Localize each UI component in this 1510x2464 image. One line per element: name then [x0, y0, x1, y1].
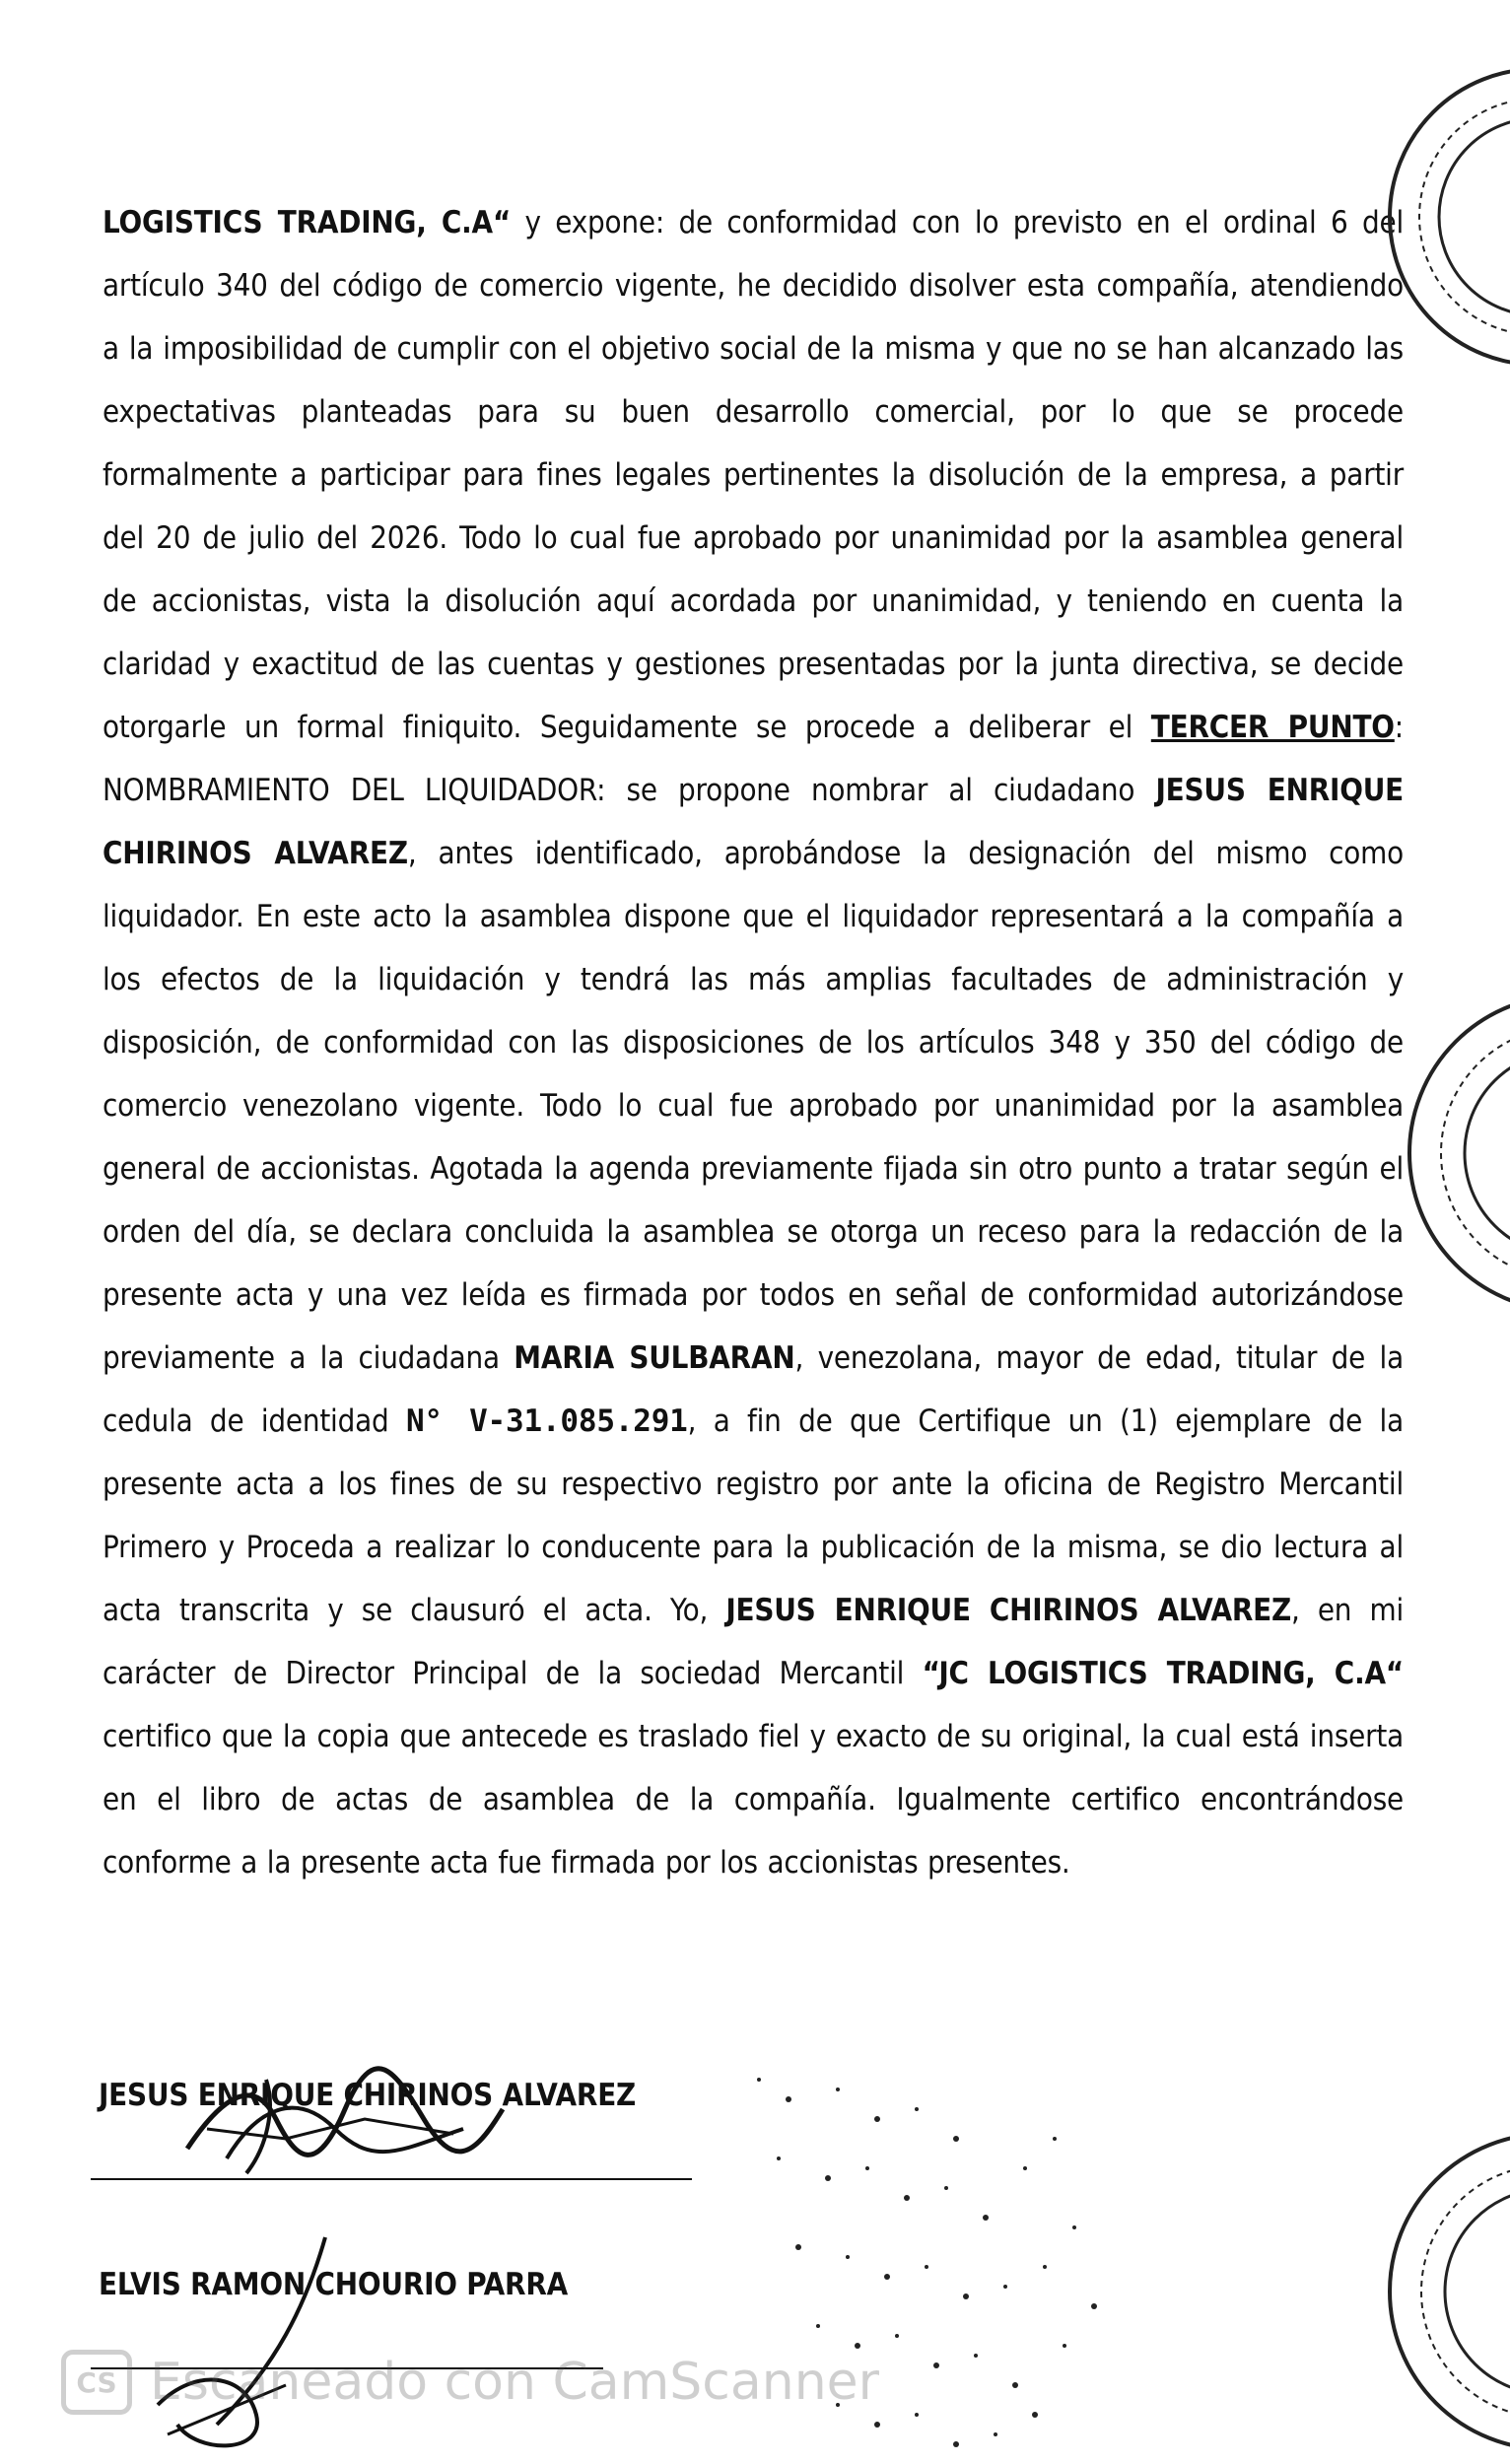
paragraph-text: : NOMBRAMIENTO DEL LIQUIDADOR: se propone nombrar al ciudadano [103, 710, 1404, 808]
signatory-2-name: ELVIS RAMON CHOURIO PARRA [99, 2267, 568, 2302]
seal-stamp-top [1380, 59, 1510, 375]
paragraph-text: y expone: de conformidad con lo previsto en el ordinal 6 del artículo 340 del código de comercio vigente, he decidido disolver esta compañía, atendiendo a la imposibilidad de cumplir con el objetivo social de la misma y que no se han alcanzado las expectativas planteadas para su buen desarrollo comercial, por lo que se procede formalmente a participar para fines legales pertinentes la disolución de la empresa, a partir del 20 de julio del 2026. Todo lo cual fue aprobado por unanimidad por la asamblea general de accionistas, vista la disolución aquí acordada por unanimidad, y teniendo en cuenta la claridad y exactitud de las cuentas y gestiones presentadas por la junta directiva, se decide otorgarle un formal finiquito. Seguidamente se procede a deliberar el [103, 205, 1404, 745]
seal-stamp-middle [1400, 986, 1510, 1321]
paragraph-text: , antes identificado, aprobándose la designación del mismo como liquidador. En este acto la asamblea dispone que el liquidador representará a la compañía a los efectos de la liquidación y tendrá las más amplias facultades de administración y disposición, de conformidad con las disposiciones de los artículos 348 y 350 del código de comercio venezolano vigente. Todo lo cual fue aprobado por unanimidad por la asamblea general de accionistas. Agotada la agenda previamente fijada sin otro punto a tratar según el orden del día, se declara concluida la asamblea se otorga un receso para la redacción de la presente acta y una vez leída es firmada por todos en señal de conformidad autorizándose previamente a la ciudadana [103, 836, 1404, 1376]
company-full-name: “JC LOGISTICS TRADING, C.A“ [922, 1656, 1404, 1691]
signature-2-scribble [138, 2227, 355, 2464]
paragraph-text: , en mi carácter de Director Principal de la sociedad Mercantil [103, 1593, 1404, 1691]
signatory-1-name: JESUS ENRIQUE CHIRINOS ALVAREZ [99, 2078, 637, 2113]
liquidator-name: JESUS ENRIQUE CHIRINOS ALVAREZ [103, 773, 1404, 871]
paragraph-text: , a fin de que Certifique un (1) ejemplare de la presente acta a los fines de su respectivo registro por ante la oficina de Registro Mercantil Primero y Proceda a realizar lo conducente para la publicación de la misma, se dio lectura al acta transcrita y se clausuró el acta. Yo, [103, 1403, 1404, 1628]
camscanner-watermark [61, 2350, 879, 2415]
body-paragraph [103, 191, 1404, 1894]
id-number: N° V-31.085.291 [405, 1403, 688, 1439]
company-name-fragment: LOGISTICS TRADING, C.A“ [103, 205, 512, 240]
watermark-text: Escaneado con CamScanner [150, 2353, 880, 2412]
seal-stamp-bottom [1380, 2119, 1510, 2464]
signature-1-scribble [168, 2050, 522, 2188]
paragraph-text: , venezolana, mayor de edad, titular de la cedula de identidad [103, 1340, 1404, 1439]
camscanner-logo: CS [61, 2350, 132, 2415]
paragraph-text: certifico que la copia que antecede es traslado fiel y exacto de su original, la cual está inserta en el libro de actas de asamblea de la compañía. Igualmente certifico encontrándose conforme a la presente acta fue firmada por los accionistas presentes. [103, 1719, 1404, 1881]
director-name: JESUS ENRIQUE CHIRINOS ALVAREZ [725, 1593, 1291, 1628]
tercer-punto-heading: TERCER PUNTO [1150, 710, 1395, 745]
authorized-person-name: MARIA SULBARAN [514, 1340, 795, 1376]
signature-1-line [91, 2178, 692, 2180]
